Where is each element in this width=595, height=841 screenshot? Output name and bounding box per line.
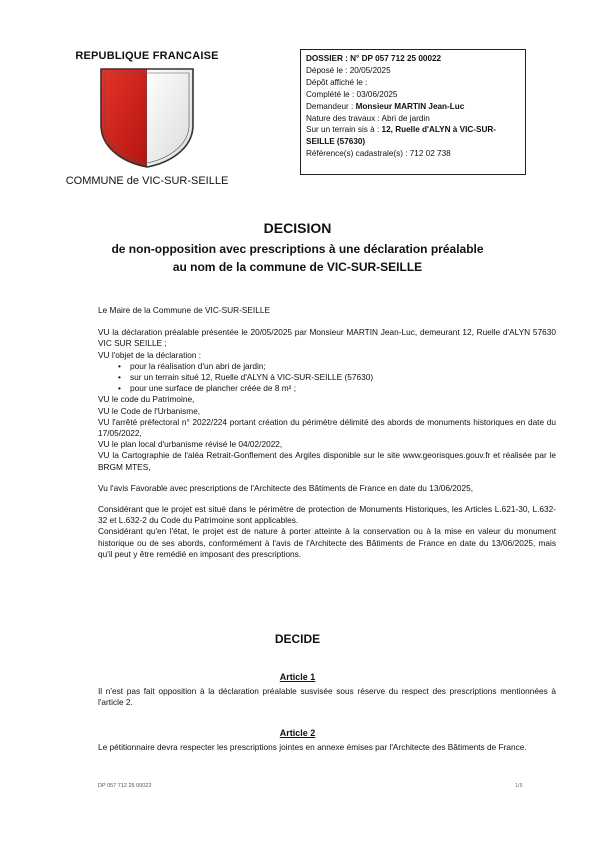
article-2-text: Le pétitionnaire devra respecter les prescriptions jointes en annexe émises par l'Architecte des Bâtiments de France. <box>98 742 527 752</box>
land-label: Sur un terrain sis à : <box>306 125 382 135</box>
completed-date: Complété le : 03/06/2025 <box>306 89 398 99</box>
article-1-text: Il n'est pas fait opposition à la déclaration préalable susvisée sous réserve du respect des prescriptions mentionnées à l'article 2. <box>98 686 556 708</box>
works-nature: Nature des travaux : Abri de jardin <box>306 113 430 123</box>
posted-date: Dépôt affiché le : <box>306 77 368 87</box>
objet-item: • sur un terrain situé 12, Ruelle d'ALYN à VIC-SUR-SEILLE (57630) <box>118 372 556 383</box>
decision-body <box>98 305 556 560</box>
vu-avis: Vu l'avis Favorable avec prescriptions de l'Architecte des Bâtiments de France en date du 13/06/2025, <box>98 482 474 493</box>
mayor-line: Le Maire de la Commune de VIC-SUR-SEILLE <box>98 305 271 315</box>
vu-plan: VU le plan local d'urbanisme révisé le 04/02/2022, <box>98 439 283 450</box>
land-value: 12, Ruelle d'ALYN à VIC-SUR-SEILLE (57630) <box>306 125 497 147</box>
deposit-date: Déposé le : 20/05/2025 <box>306 65 391 75</box>
dossier-box <box>300 49 526 175</box>
objet-list <box>98 361 556 395</box>
article-2-title: Article 2 <box>279 728 316 738</box>
vu-objet: VU l'objet de la déclaration : <box>98 349 202 360</box>
applicant-value: Monsieur MARTIN Jean-Luc <box>355 101 465 111</box>
document-subtitle <box>60 240 535 276</box>
objet-item: • pour une surface de plancher créée de 8 m² ; <box>118 383 556 394</box>
document-title: DECISION <box>263 220 332 236</box>
vu-cartographie: VU la Cartographie de l'aléa Retrait-Gonflement des Argiles disponible sur le site www.georisques.gouv.fr et réalisée par le BRGM MTES, <box>98 450 556 472</box>
vu-urbanisme: VU le Code de l'Urbanisme, <box>98 405 201 416</box>
vu-declaration: VU la déclaration préalable présentée le 20/05/2025 par Monsieur MARTIN Jean-Luc, demeurant 12, Ruelle d'ALYN 57630 VIC SUR SEILLE ; <box>98 327 556 349</box>
commune-label: COMMUNE de VIC-SUR-SEILLE <box>65 175 229 187</box>
decide-heading: DECIDE <box>274 632 321 646</box>
applicant-label: Demandeur : <box>306 101 356 111</box>
footer-reference: DP 057 712 25 00022 <box>98 783 152 789</box>
header-left <box>62 50 232 187</box>
land-location <box>306 124 520 148</box>
footer-page-number: 1/5 <box>515 783 523 789</box>
cadastral-refs: Référence(s) cadastrale(s) : 712 02 738 <box>306 149 451 159</box>
commune-shield-icon <box>97 65 197 169</box>
objet-item: • pour la réalisation d'un abri de jardin; <box>118 361 556 372</box>
vu-patrimoine: VU le code du Patrimoine, <box>98 394 195 405</box>
applicant <box>306 101 520 113</box>
vu-arrete: VU l'arrêté préfectoral n° 2022/224 portant création du périmètre délimité des abords de monuments historiques en date du 17/05/2022, <box>98 416 556 439</box>
considerant-2: Considérant qu'en l'état, le projet est de nature à porter atteinte à la conservation ou à la mise en valeur du monument historique ou de ses abords, conformément à l'avis de l'Architecte des Bâtiments de France en date du 13/06/2025, mais qu'il peut y être remédié en imposant des prescriptions. <box>98 526 556 559</box>
subtitle-line-1: de non-opposition avec prescriptions à une déclaration préalable <box>111 242 484 256</box>
considerant-1: Considérant que le projet est situé dans le périmètre de protection de Monuments Historiques, les Articles L.621-30, L.632-32 et L.632-2 du Code du Patrimoine sont applicables. <box>98 504 556 526</box>
article-1-title: Article 1 <box>279 672 316 682</box>
subtitle-line-2: au nom de la commune de VIC-SUR-SEILLE <box>172 260 423 274</box>
dossier-number: DOSSIER : N° DP 057 712 25 00022 <box>306 54 442 63</box>
republic-label: REPUBLIQUE FRANCAISE <box>75 50 219 62</box>
